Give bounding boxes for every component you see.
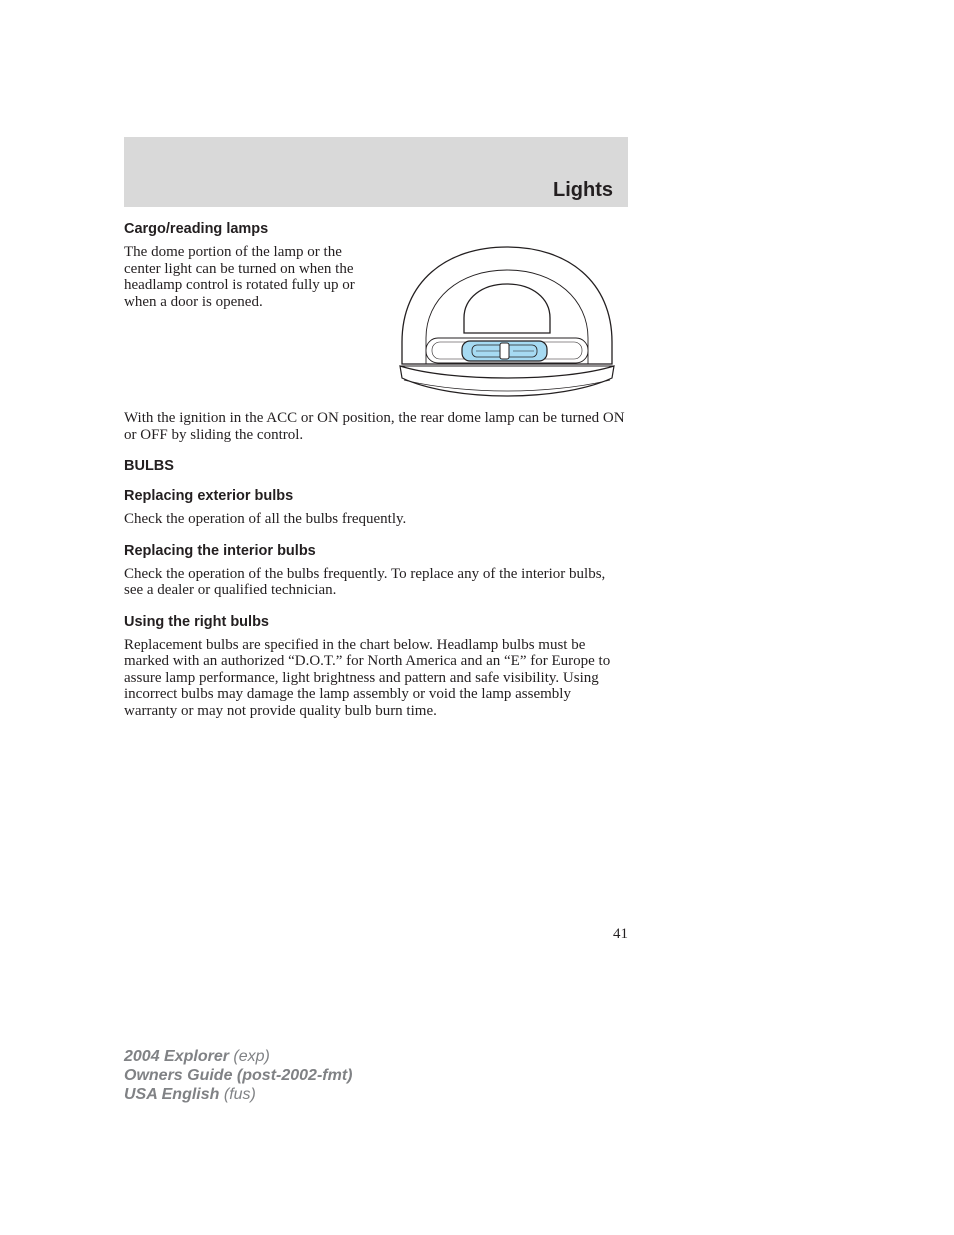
section-title: Lights — [553, 179, 613, 201]
cargo-lamps-intro: The dome portion of the lamp or the center light can be turned on when the headlamp control is rotated fully up or when a door is opened. — [124, 244, 355, 310]
footer-line-1: 2004 Explorer (exp) — [124, 1048, 270, 1065]
lamp-lens — [400, 366, 614, 396]
exterior-bulbs-body: Check the operation of all the bulbs frequently. — [124, 511, 407, 527]
cargo-lamps-heading: Cargo/reading lamps — [124, 221, 269, 237]
document-footer — [124, 1047, 352, 1104]
exterior-bulbs-heading: Replacing exterior bulbs — [124, 488, 294, 504]
dome-lamp-illustration — [396, 242, 618, 402]
page-number: 41 — [613, 926, 628, 942]
interior-bulbs-body: Check the operation of the bulbs frequently. To replace any of the interior bulbs, see a dealer or qualified technician. — [124, 565, 606, 598]
cargo-lamps-body: With the ignition in the ACC or ON position, the rear dome lamp can be turned ON or OFF by sliding the control. — [124, 410, 625, 443]
slide-switch-knob — [500, 343, 509, 359]
footer-line-3: USA English (fus) — [124, 1086, 256, 1103]
interior-bulbs-heading: Replacing the interior bulbs — [124, 542, 316, 559]
right-bulbs-heading: Using the right bulbs — [124, 613, 269, 630]
section-header-band — [124, 137, 628, 207]
right-bulbs-body: Replacement bulbs are specified in the chart below. Headlamp bulbs must be marked with an authorized “D.O.T.” for North America and an “E” for Europe to assure lamp performance, light brightness and pattern and safe visibility. Using incorrect bulbs may damage the lamp assembly or void the lamp assembly warranty or may not provide quality bulb burn time. — [124, 636, 611, 719]
footer-line-2: Owners Guide (post-2002-fmt) — [124, 1067, 353, 1084]
cargo-lamps-section — [124, 220, 628, 410]
page-content — [124, 220, 628, 733]
bulbs-heading: BULBS — [124, 458, 174, 474]
